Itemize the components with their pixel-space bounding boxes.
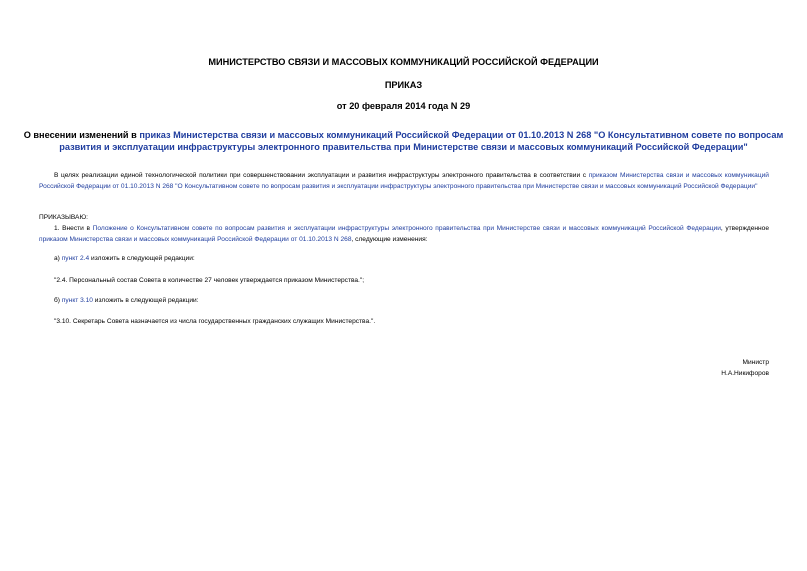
title-prefix: О внесении изменений в: [23, 130, 140, 140]
sub-item-a: [54, 255, 195, 262]
sub-b-suffix: изложить в следующей редакции:: [92, 297, 199, 304]
sub-a-link[interactable]: пункт 2.4: [61, 255, 90, 262]
item1-order-link[interactable]: приказом Министерства связи и массовых коммуникаций Российской Федерации от 01.10.2013 N 268: [39, 235, 352, 243]
quote-2-4: "2.4. Персональный состав Совета в количестве 27 человек утверждается приказом Министерства.";: [54, 277, 365, 284]
document-type: ПРИКАЗ: [384, 80, 423, 90]
intro-paragraph: [39, 171, 769, 192]
quote-3-10: "3.10. Секретарь Совета назначается из числа государственных гражданских служащих Министерства.".: [54, 318, 376, 325]
document-date-number: от 20 февраля 2014 года N 29: [336, 101, 471, 111]
sub-a-suffix: изложить в следующей редакции:: [89, 255, 195, 262]
ministry-heading: МИНИСТЕРСТВО СВЯЗИ И МАССОВЫХ КОММУНИКАЦИЙ РОССИЙСКОЙ ФЕДЕРАЦИИ: [208, 57, 599, 67]
sub-a-prefix: а): [54, 255, 62, 262]
item1-suffix: , следующие изменения:: [351, 235, 428, 243]
intro-text: В целях реализации единой технологической политики при совершенствовании эксплуатации и развития инфраструктуры электронного правительства в соответствии с: [54, 172, 589, 179]
item1-middle: , утвержденное: [720, 225, 769, 232]
title-link[interactable]: приказ Министерства связи и массовых коммуникаций Российской Федерации от 01.10.2013 N 268 "О Консультативном совете по вопросам развития и эксплуатации инфраструктуры электронного правительства при Министерстве связи и массовых коммуникаций Российской Федерации": [59, 130, 784, 152]
item-1-paragraph: [39, 224, 769, 245]
intro-link[interactable]: приказом Министерства связи и массовых коммуникаций Российской Федерации от 01.10.2013 N 268 "О Консультативном совете по вопросам развития и эксплуатации инфраструктуры электронного правительства при Министерстве связи и массовых коммуникаций Российской Федерации": [39, 172, 769, 190]
sub-b-link[interactable]: пункт 3.10: [61, 297, 93, 304]
sub-item-b: [54, 297, 199, 304]
sub-b-prefix: б): [54, 297, 62, 304]
item1-regulation-link[interactable]: Положение о Консультативном совете по вопросам развития и эксплуатации инфраструктуры электронного правительства при Министерстве связи и массовых коммуникаций Российской Федерации: [92, 225, 721, 232]
signature-name: Н.А.Никифоров: [721, 369, 769, 377]
order-word: ПРИКАЗЫВАЮ:: [39, 214, 88, 221]
signature-position: Министр: [742, 359, 769, 366]
document-title: [20, 129, 787, 153]
item1-prefix: 1. Внести в: [54, 225, 93, 232]
signature-block: [721, 358, 769, 379]
